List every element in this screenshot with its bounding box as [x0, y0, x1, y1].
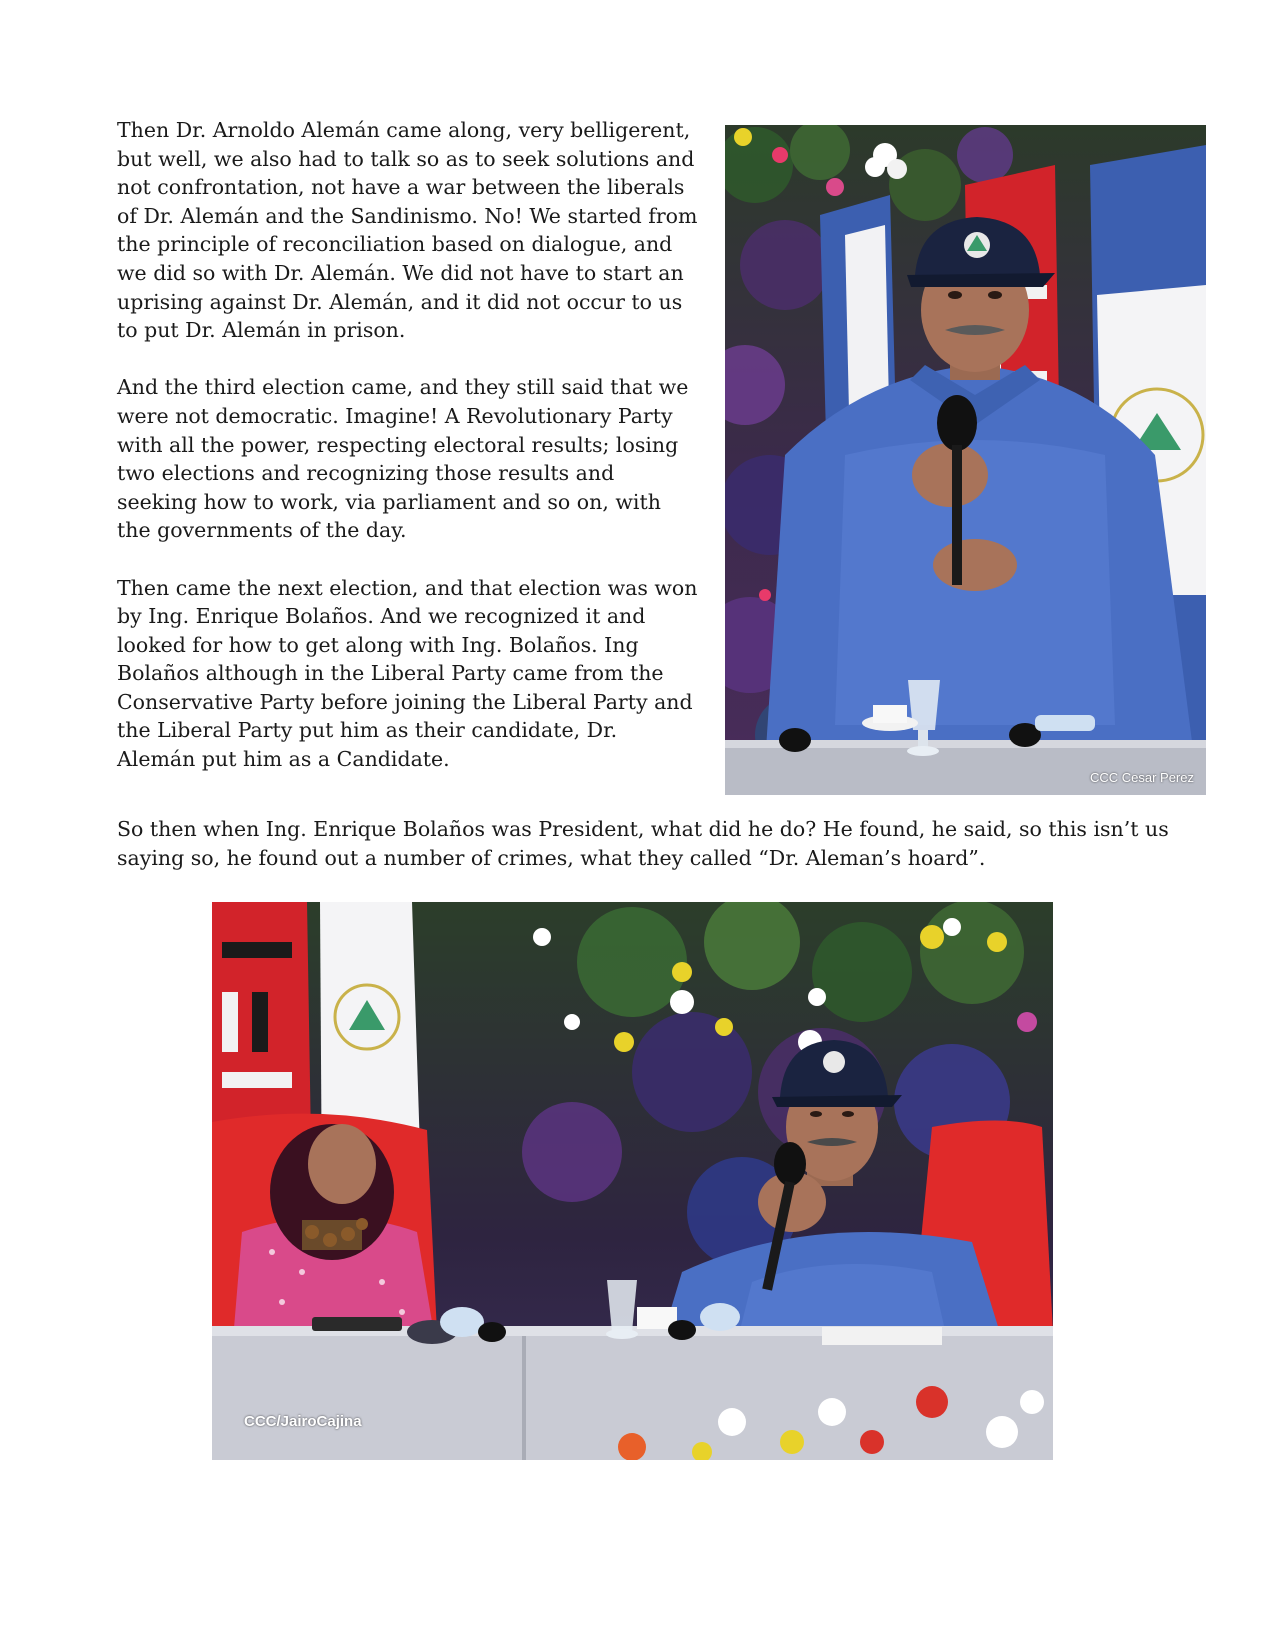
photo-seated-pair	[212, 902, 1053, 1460]
photo-credit-top: CCC Cesar Perez	[1089, 770, 1194, 785]
speaker-standing-illustration	[725, 125, 1206, 795]
seated-pair-illustration	[212, 902, 1053, 1460]
paragraph-3: Then came the next election, and that election was won by Ing. Enrique Bolaños. And we recognized it and looked for how to get along with Ing. Bolaños. Ing Bolaños although in the Liberal Party came from the Conservative Party before joining the Liberal Party and the Liberal Party put him as their candidate, Dr. Alemán put him as a Candidate.	[117, 575, 698, 772]
text-column	[117, 116, 699, 802]
paragraph-1: Then Dr. Arnoldo Alemán came along, very belligerent, but well, we also had to talk so as to seek solutions and not confrontation, not have a war between the liberals of Dr. Alemán and the Sandinismo. No! We started from the principle of reconciliation based on dialogue, and we did so with Dr. Alemán. We did not have to start an uprising against Dr. Alemán, and it did not occur to us to put Dr. Alemán in prison.	[117, 118, 698, 343]
paragraph-2: And the third election came, and they still said that we were not democratic. Imagine! A Revolutionary Party with all the power, respecting electoral results; losing two elections and recognizing those results and seeking how to work, via parliament and so on, with the governments of the day.	[117, 375, 689, 543]
photo-credit-bottom: CCC/JairoCajina	[244, 1413, 362, 1430]
paragraph-4: So then when Ing. Enrique Bolaños was President, what did he do? He found, he said, so this isn’t us saying so, he found out a number of crimes, what they called “Dr. Aleman’s hoard”.	[117, 817, 1169, 870]
photo-speaker-standing	[725, 125, 1206, 795]
